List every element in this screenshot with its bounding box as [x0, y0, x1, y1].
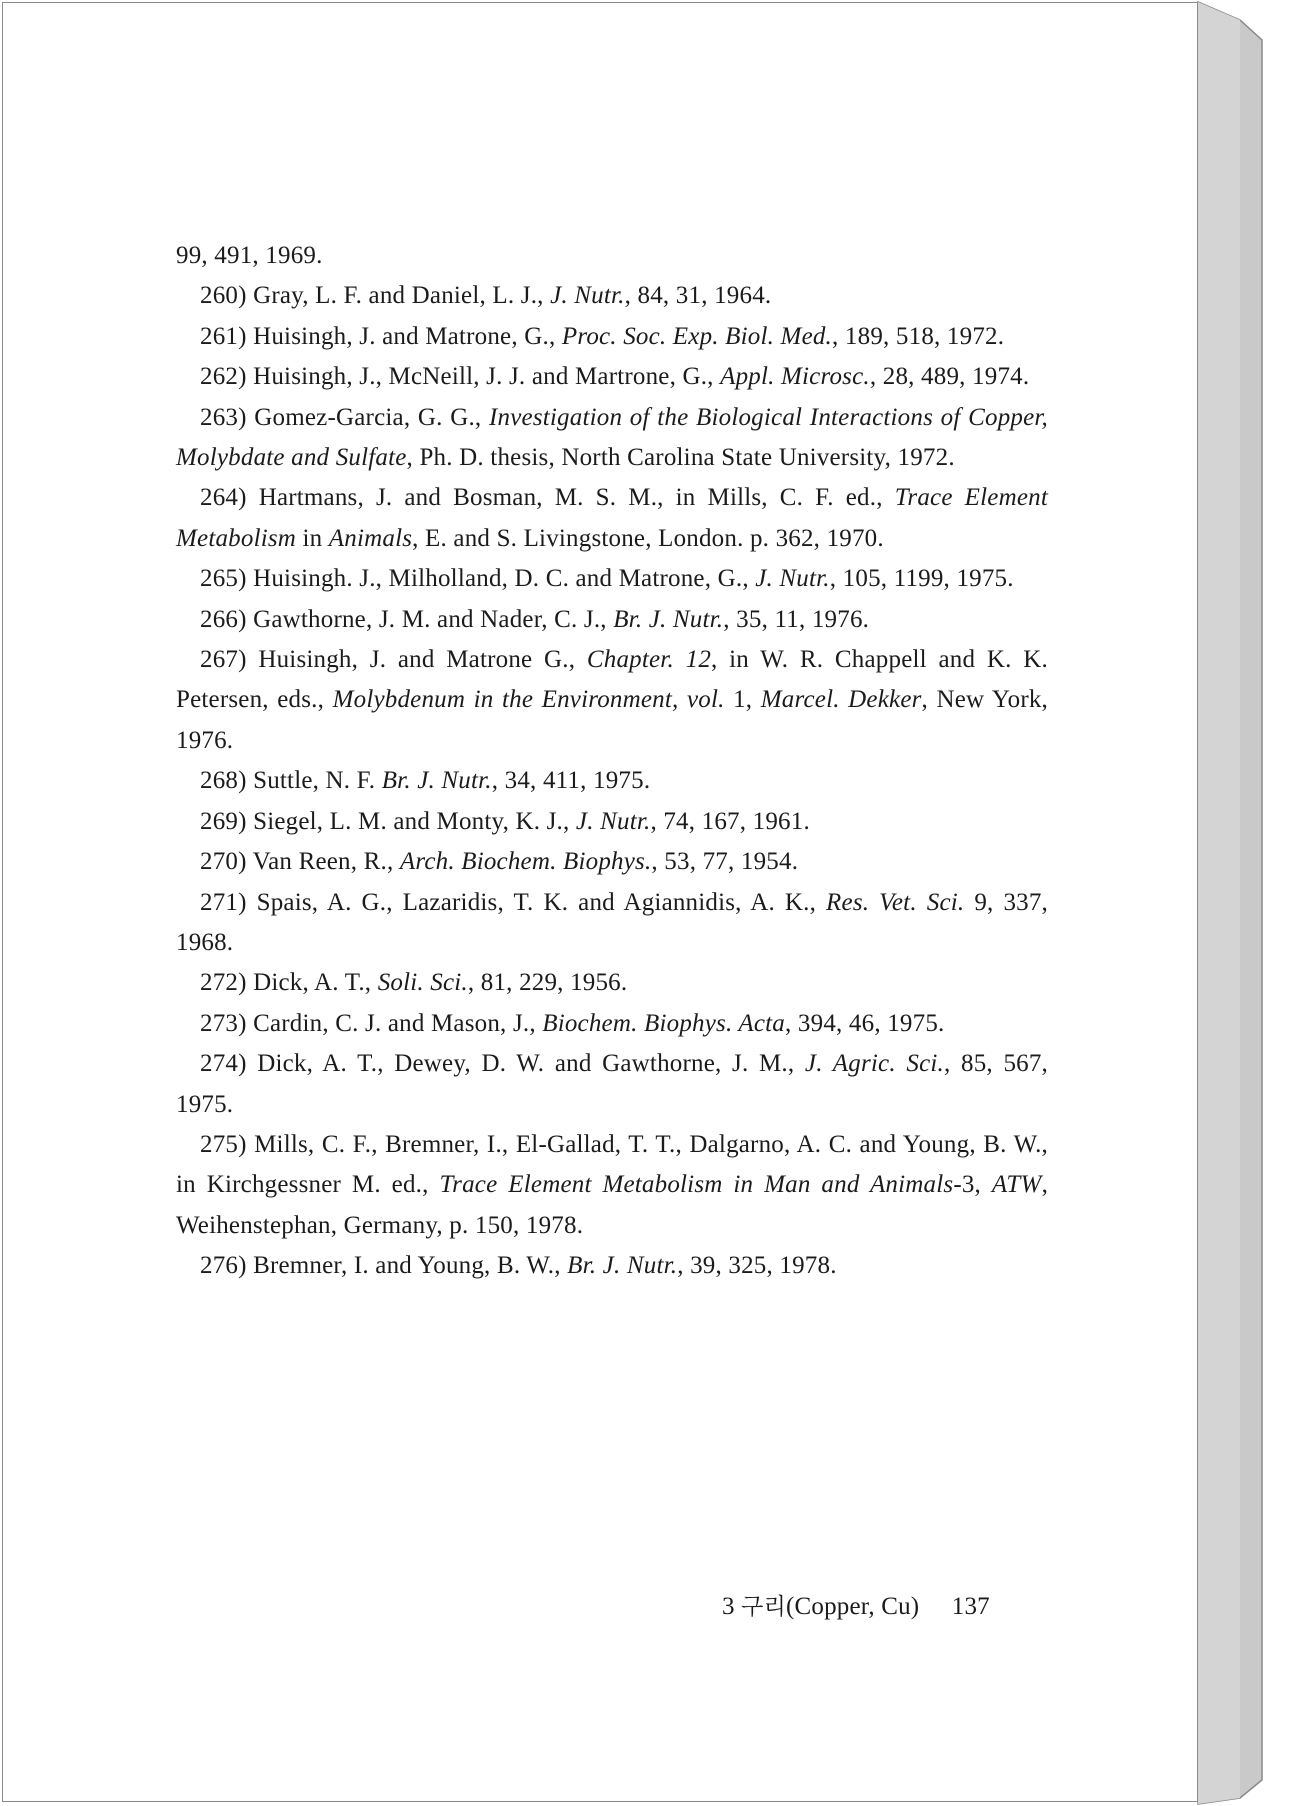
reference-list	[176, 236, 1048, 1287]
chapter-title-english: (Copper, Cu)	[786, 1593, 920, 1620]
reference-item: 261) Huisingh, J. and Matrone, G., Proc. Soc. Exp. Biol. Med., 189, 518, 1972.	[200, 322, 1005, 350]
reference-item: 269) Siegel, L. M. and Monty, K. J., J. Nutr., 74, 167, 1961.	[200, 807, 810, 835]
page-number: 137	[951, 1593, 990, 1620]
reference-item: 267) Huisingh, J. and Matrone G., Chapter. 12, in W. R. Chappell and K. K. Petersen, eds., Molybdenum in the Environment, vol. 1, Marcel. Dekker, New York, 1976.	[176, 646, 1049, 754]
reference-item: 266) Gawthorne, J. M. and Nader, C. J., Br. J. Nutr., 35, 11, 1976.	[200, 605, 870, 633]
reference-item: 264) Hartmans, J. and Bosman, M. S. M., in Mills, C. F. ed., Trace Element Metabolism in Animals, E. and S. Livingstone, London. p. 362, 1970.	[176, 484, 1048, 552]
reference-item: 273) Cardin, C. J. and Mason, J., Biochem. Biophys. Acta, 394, 46, 1975.	[200, 1009, 945, 1037]
reference-item: 263) Gomez-Garcia, G. G., Investigation of the Biological Interactions of Copper, Molybdate and Sulfate, Ph. D. thesis, North Carolina State University, 1972.	[176, 403, 1048, 472]
reference-item: 271) Spais, A. G., Lazaridis, T. K. and Agiannidis, A. K., Res. Vet. Sci. 9, 337, 1968.	[176, 888, 1049, 956]
reference-item: 265) Huisingh. J., Milholland, D. C. and Matrone, G., J. Nutr., 105, 1199, 1975.	[200, 565, 1014, 593]
chapter-title-korean: 구리	[741, 1594, 786, 1620]
reference-item: 275) Mills, C. F., Bremner, I., El-Gallad, T. T., Dalgarno, A. C. and Young, B. W., in Kirchgessner M. ed., Trace Element Metabolism in Man and Animals-3, ATW, Weihenstephan, Germany, p. 150, 1978.	[176, 1130, 1049, 1239]
reference-item: 260) Gray, L. F. and Daniel, L. J., J. Nutr., 84, 31, 1964.	[200, 282, 772, 310]
reference-item: 272) Dick, A. T., Soli. Sci., 81, 229, 1956.	[200, 969, 628, 997]
reference-item: 276) Bremner, I. and Young, B. W., Br. J. Nutr., 39, 325, 1978.	[200, 1252, 837, 1280]
reference-item: 268) Suttle, N. F. Br. J. Nutr., 34, 411, 1975.	[200, 767, 651, 795]
chapter-number: 3	[722, 1593, 735, 1620]
reference-item: 274) Dick, A. T., Dewey, D. W. and Gawthorne, J. M., J. Agric. Sci., 85, 567, 1975.	[176, 1050, 1049, 1118]
reference-continued: 99, 491, 1969.	[176, 242, 323, 269]
reference-item: 270) Van Reen, R., Arch. Biochem. Biophys., 53, 77, 1954.	[200, 848, 799, 876]
reference-item: 262) Huisingh, J., McNeill, J. J. and Martrone, G., Appl. Microsc., 28, 489, 1974.	[200, 363, 1030, 391]
page-footer	[722, 1588, 990, 1621]
